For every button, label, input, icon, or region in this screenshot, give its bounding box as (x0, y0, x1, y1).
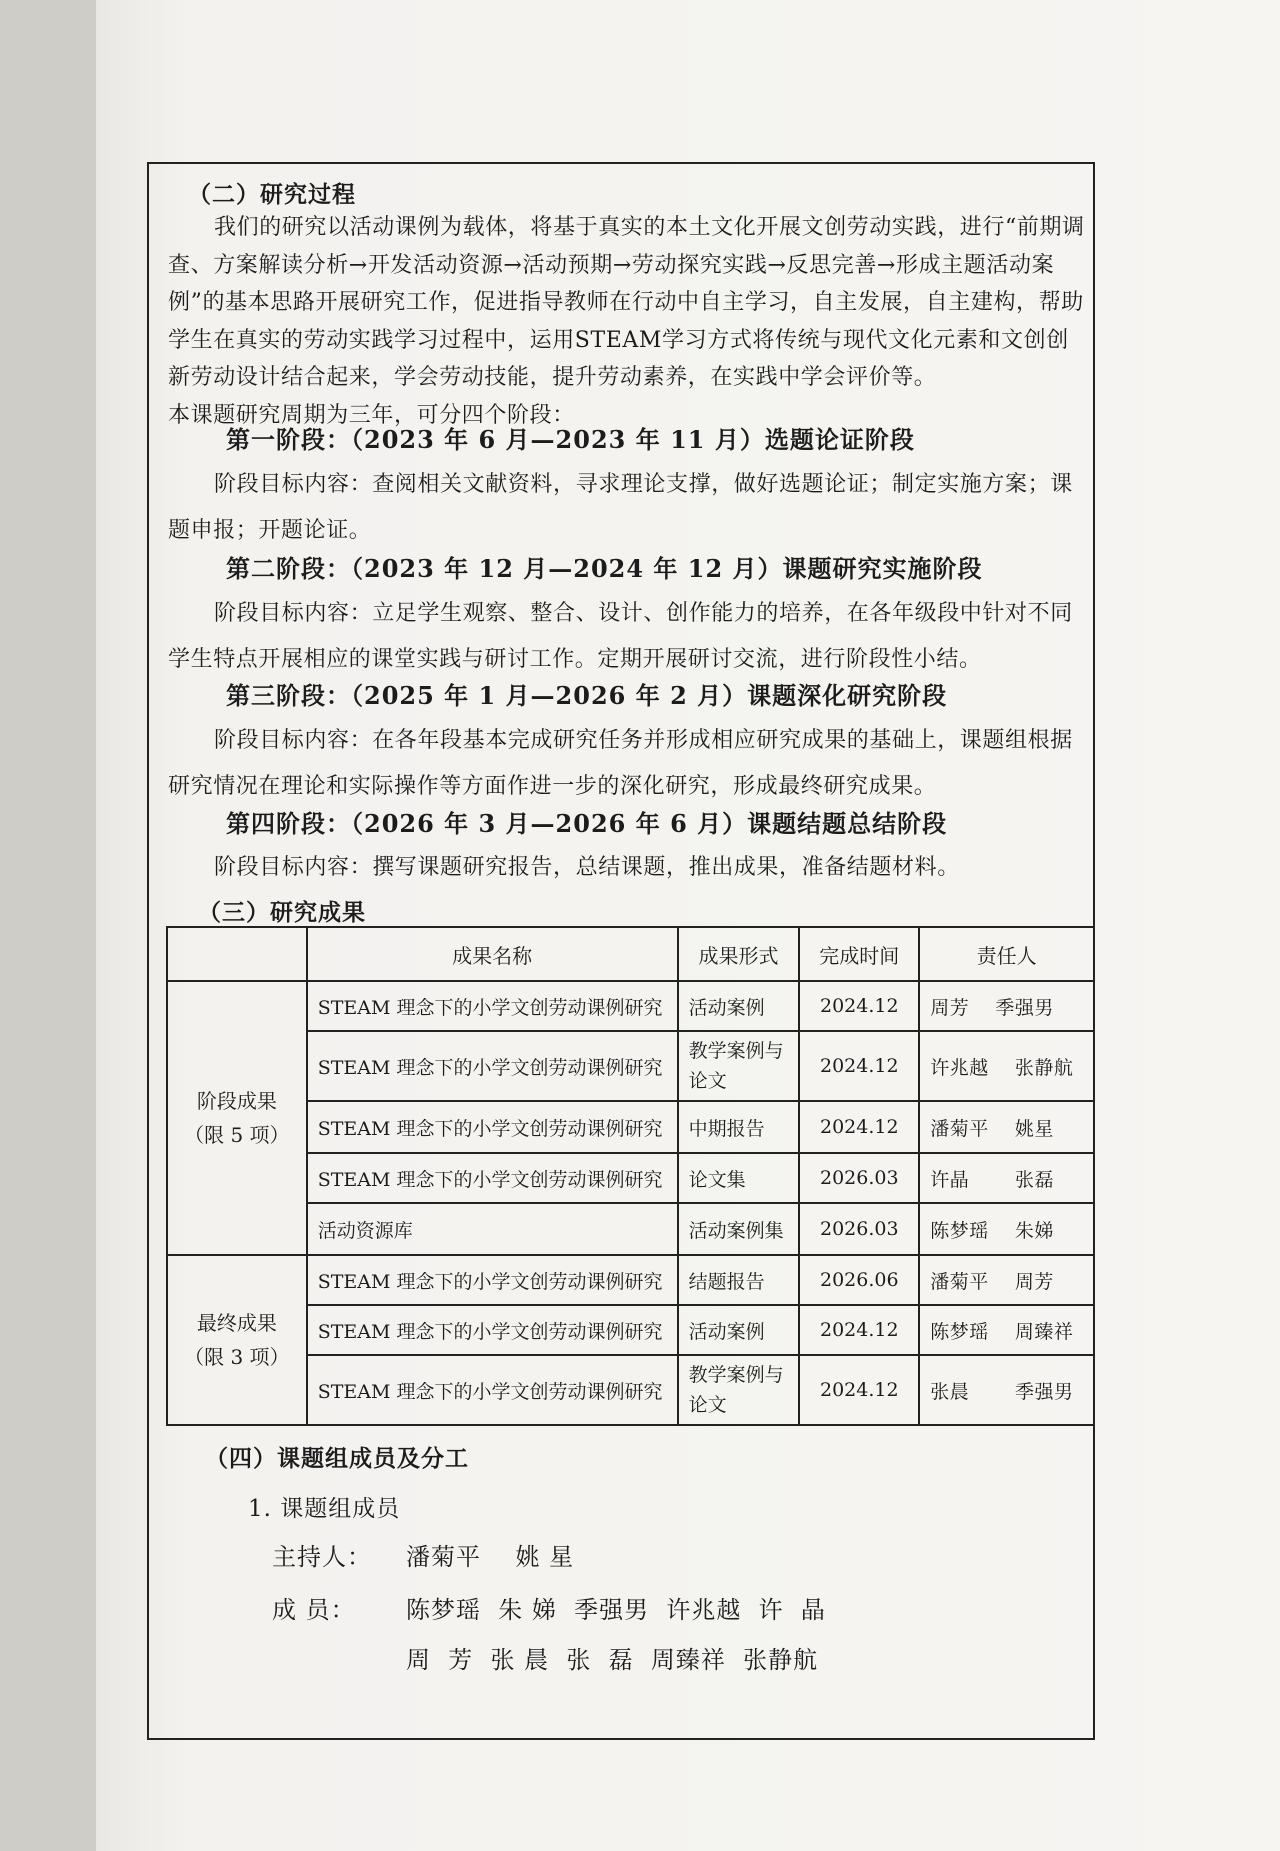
table-header-row (167, 927, 1094, 981)
result-form: 论文集 (678, 1153, 800, 1203)
stage-3-content: 阶段目标内容：在各年段基本完成研究任务并形成相应研究成果的基础上，课题组根据研究情况在理论和实际操作等方面作进一步的深化研究，形成最终研究成果。 (168, 728, 1073, 799)
member-names-2: 周 芳 张 晨 张 磊 周臻祥 张静航 (406, 1646, 819, 1674)
responsible-person-1: 陈梦瑶 (930, 1320, 989, 1343)
paragraph-method: 我们的研究以活动课例为载体，将基于真实的本土文化开展文创劳动实践，进行“前期调查、方案解读分析→开发活动资源→活动预期→劳动探究实践→反思完善→形成主题活动案例”的基本思路开展研究工作，促进指导教师在行动中自主学习，自主发展，自主建构，帮助学生在真实的劳动实践学习过程中，运用STEAM学习方式将传统与现代文化元素和文创创新劳动设计结合起来，学会劳动技能，提升劳动素养，在实践中学会评价等。 (168, 215, 1085, 390)
result-responsible (919, 1255, 1094, 1305)
result-form: 教学案例与论文 (678, 1031, 800, 1101)
result-name: STEAM 理念下的小学文创劳动课例研究 (307, 1153, 678, 1203)
result-form: 教学案例与论文 (678, 1355, 800, 1425)
results-table (166, 926, 1095, 1426)
stage-2-title: 第二阶段：（2023 年 12 月—2024 年 12 月）课题研究实施阶段 (226, 554, 983, 583)
responsible-person-1: 周芳 (930, 996, 970, 1019)
stage-1-title: 第一阶段：（2023 年 6 月—2023 年 11 月）选题论证阶段 (226, 425, 915, 454)
result-responsible (919, 1153, 1094, 1203)
stage-results-limit: （限 5 项） (184, 1123, 290, 1147)
result-responsible (919, 1203, 1094, 1255)
result-time: 2024.12 (799, 1031, 919, 1101)
result-form: 结题报告 (678, 1255, 800, 1305)
result-name: 活动资源库 (307, 1203, 678, 1255)
table-row (167, 1305, 1094, 1355)
host-names: 潘菊平 姚 星 (406, 1543, 575, 1571)
responsible-person-1: 许晶 (930, 1168, 970, 1191)
member-line-2 (272, 1640, 1072, 1680)
stage-4-title: 第四阶段：（2026 年 3 月—2026 年 6 月）课题结题总结阶段 (226, 809, 948, 838)
result-time: 2026.06 (799, 1255, 919, 1305)
responsible-person-1: 潘菊平 (930, 1117, 989, 1140)
table-row (167, 981, 1094, 1031)
host-label: 主持人： (272, 1543, 372, 1571)
stage-3-title: 第三阶段：（2025 年 1 月—2026 年 2 月）课题深化研究阶段 (226, 681, 948, 710)
result-form: 中期报告 (678, 1101, 800, 1153)
responsible-person-1: 潘菊平 (930, 1270, 989, 1293)
result-name: STEAM 理念下的小学文创劳动课例研究 (307, 1101, 678, 1153)
member-label: 成 员： (272, 1596, 356, 1624)
final-results-category (167, 1255, 307, 1425)
result-responsible (919, 981, 1094, 1031)
responsible-person-2: 季强男 (1015, 1380, 1074, 1403)
result-responsible (919, 1355, 1094, 1425)
result-name: STEAM 理念下的小学文创劳动课例研究 (307, 1255, 678, 1305)
member-line-1 (272, 1590, 1072, 1630)
final-results-limit: （限 3 项） (184, 1345, 290, 1369)
responsible-person-2: 季强男 (995, 996, 1054, 1019)
result-time: 2026.03 (799, 1203, 919, 1255)
members-subtitle: 1. 课题组成员 (248, 1496, 401, 1522)
responsible-person-2: 周芳 (1014, 1270, 1054, 1293)
responsible-person-2: 张静航 (1014, 1056, 1074, 1079)
stage-results-category (167, 981, 307, 1255)
responsible-person-1: 许兆越 (930, 1056, 989, 1079)
result-time: 2024.12 (799, 981, 919, 1031)
result-name: STEAM 理念下的小学文创劳动课例研究 (307, 1031, 678, 1101)
final-results-label: 最终成果 (196, 1311, 277, 1335)
result-form: 活动案例 (678, 981, 800, 1031)
table-row (167, 1031, 1094, 1101)
responsible-person-2: 姚星 (1014, 1117, 1054, 1140)
result-responsible (919, 1101, 1094, 1153)
result-time: 2024.12 (799, 1355, 919, 1425)
host-line (272, 1537, 1072, 1577)
stage-1-content: 阶段目标内容：查阅相关文献资料，寻求理论支撑，做好选题论证；制定实施方案；课题申报；开题论证。 (168, 472, 1073, 543)
section-3-title: （三）研究成果 (198, 899, 366, 926)
paragraph-period: 本课题研究周期为三年，可分四个阶段： (168, 402, 575, 428)
member-names-1: 陈梦瑶 朱 娣 季强男 许兆越 许 晶 (406, 1596, 826, 1624)
responsible-person-1: 陈梦瑶 (930, 1219, 989, 1242)
table-row (167, 1203, 1094, 1255)
responsible-person-2: 周臻祥 (1014, 1320, 1074, 1343)
section-4-title: （四）课题组成员及分工 (205, 1445, 469, 1472)
header-time: 完成时间 (799, 927, 919, 981)
result-name: STEAM 理念下的小学文创劳动课例研究 (307, 981, 678, 1031)
table-row (167, 1355, 1094, 1425)
result-responsible (919, 1305, 1094, 1355)
table-row (167, 1255, 1094, 1305)
stage-2-content: 阶段目标内容：立足学生观察、整合、设计、创作能力的培养，在各年级段中针对不同学生特点开展相应的课堂实践与研讨工作。定期开展研讨交流，进行阶段性小结。 (168, 601, 1073, 672)
result-name: STEAM 理念下的小学文创劳动课例研究 (307, 1305, 678, 1355)
stage-4-content: 阶段目标内容：撰写课题研究报告，总结课题，推出成果，准备结题材料。 (214, 855, 960, 880)
table-row (167, 1101, 1094, 1153)
result-form: 活动案例集 (678, 1203, 800, 1255)
section-2-title: （二）研究过程 (188, 181, 356, 208)
result-time: 2026.03 (799, 1153, 919, 1203)
stage-results-label: 阶段成果 (196, 1089, 277, 1113)
responsible-person-2: 张磊 (1015, 1168, 1055, 1191)
result-name: STEAM 理念下的小学文创劳动课例研究 (307, 1355, 678, 1425)
responsible-person-2: 朱娣 (1014, 1219, 1054, 1242)
responsible-person-1: 张晨 (930, 1380, 970, 1403)
header-category (167, 927, 307, 981)
research-process-text (168, 209, 1088, 434)
header-responsible: 责任人 (919, 927, 1094, 981)
header-name: 成果名称 (307, 927, 678, 981)
result-time: 2024.12 (799, 1101, 919, 1153)
table-row (167, 1153, 1094, 1203)
result-form: 活动案例 (678, 1305, 800, 1355)
result-responsible (919, 1031, 1094, 1101)
header-form: 成果形式 (678, 927, 800, 981)
result-time: 2024.12 (799, 1305, 919, 1355)
